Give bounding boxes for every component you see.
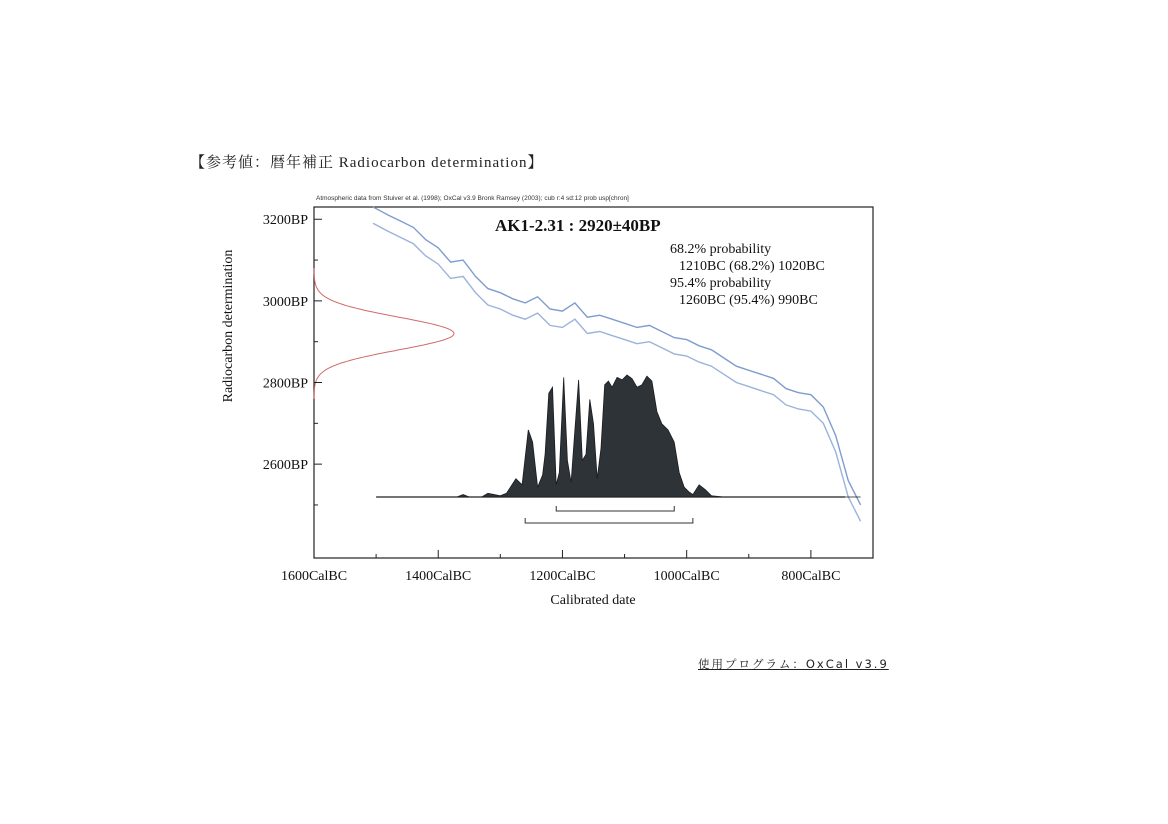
distribution-area [438, 375, 860, 497]
x-tick-label-1: 1400CalBC [405, 569, 472, 584]
annotation-2: 95.4% probability [670, 276, 772, 291]
x-tick-label-2: 1200CalBC [529, 569, 596, 584]
y-tick-label-2: 2800BP [262, 376, 308, 392]
x-tick-label-4: 800CalBC [781, 569, 841, 584]
y-tick-label-3: 2600BP [262, 458, 308, 474]
y-tick-label-1: 3000BP [262, 294, 308, 310]
x-axis [281, 550, 873, 584]
annotation-3: 1260BC (95.4%) 990BC [679, 293, 818, 308]
measurement-distribution [314, 268, 454, 399]
y-axis-label: Radiocarbon determination [221, 249, 236, 403]
y-tick-label-0: 3200BP [262, 213, 308, 229]
probability-distribution [376, 375, 860, 497]
y-axis [263, 213, 322, 505]
annotations [670, 242, 825, 308]
document-heading: 【参考値：暦年補正 Radiocarbon determination】 [190, 155, 544, 171]
chart-title: AK1-2.31 : 2920±40BP [495, 216, 661, 235]
range-bracket-0 [556, 506, 674, 511]
probability-ranges [525, 506, 693, 523]
range-bracket-1 [525, 518, 693, 523]
x-axis-label: Calibrated date [550, 593, 636, 608]
measurement-curve [314, 268, 454, 399]
annotation-0: 68.2% probability [670, 242, 772, 257]
document-footer: 使用プログラム：OxCal v3.9 [698, 657, 889, 671]
chart-source-note: Atmospheric data from Stuiver et al. (1998); OxCal v3.9 Bronk Ramsey (2003); cub r:4 sd:12 prob usp[chron] [316, 195, 629, 202]
x-tick-label-0: 1600CalBC [280, 569, 348, 584]
x-tick-label-3: 1000CalBC [653, 569, 720, 584]
annotation-1: 1210BC (68.2%) 1020BC [679, 259, 825, 274]
